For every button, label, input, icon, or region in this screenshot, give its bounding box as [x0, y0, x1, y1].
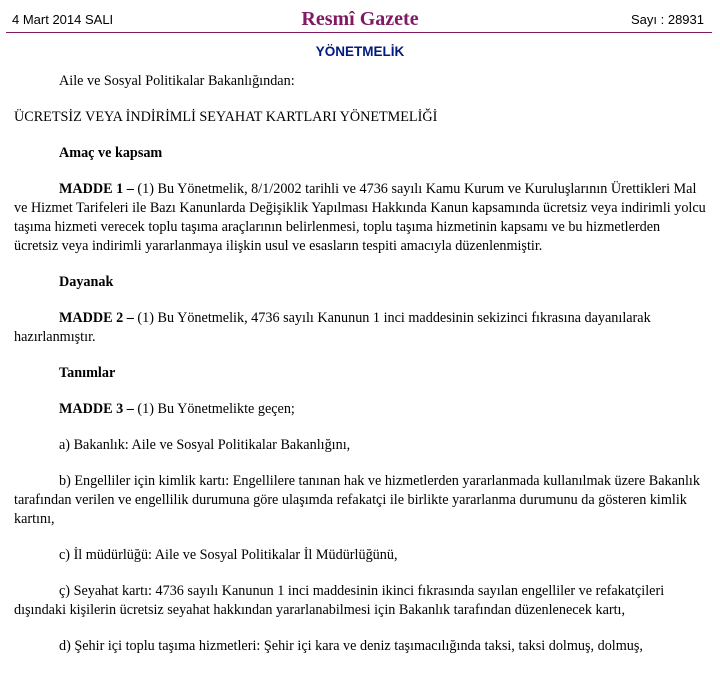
article-2-text: (1) Bu Yönetmelik, 4736 sayılı Kanunun 1 inci maddesinin sekizinci fıkrasına dayanılarak hazırlanmıştır.	[14, 310, 651, 345]
article-1	[14, 180, 706, 256]
article-3	[14, 400, 706, 419]
heading-purpose: Amaç ve kapsam	[59, 145, 163, 161]
article-1-label: MADDE 1 –	[59, 181, 134, 197]
regulation-title: ÜCRETSİZ VEYA İNDİRİMLİ SEYAHAT KARTLARI YÖNETMELİĞİ	[14, 109, 438, 125]
header-divider	[6, 32, 712, 33]
issuer-line: Aile ve Sosyal Politikalar Bakanlığından:	[59, 73, 295, 89]
definition-a: a) Bakanlık: Aile ve Sosyal Politikalar Bakanlığını,	[59, 437, 351, 453]
issue-date: 4 Mart 2014 SALI	[12, 12, 114, 27]
article-1-text: (1) Bu Yönetmelik, 8/1/2002 tarihli ve 4736 sayılı Kamu Kurum ve Kuruluşlarının Ürettikleri Mal ve Hizmet Tarifeleri ile Bazı Kanunlarda Değişiklik Yapılması Hakkında Kanun kapsamında ücretsiz veya indirimli yolcu taşıma hizmeti verecek toplu taşıma araçlarının belirlenmesi, toplu taşıma hizmetinin kapsamı ve bu hizmetlerden ücretsiz veya indirimli yararlanmaya ilişkin usul ve esasların tespiti amacıyla düzenlenmiştir.	[14, 181, 706, 254]
article-3-label: MADDE 3 –	[59, 401, 134, 417]
definition-c: c) İl müdürlüğü: Aile ve Sosyal Politikalar İl Müdürlüğünü,	[59, 547, 398, 563]
definition-cedilla: ç) Seyahat kartı: 4736 sayılı Kanunun 1 inci maddesinin ikinci fıkrasında sayılan engelliler ve refakatçileri dışındaki kişilerin ücretsiz seyahat hakkından yararlanabilmesi için Bakanlık tarafından düzenlenecek kartı,	[14, 583, 665, 618]
issue-number: Sayı : 28931	[631, 12, 704, 27]
heading-basis: Dayanak	[59, 274, 114, 290]
document-body	[14, 72, 706, 673]
definition-d: d) Şehir içi toplu taşıma hizmetleri: Şehir içi kara ve deniz taşımacılığında taksi, taksi dolmuş, dolmuş,	[59, 638, 643, 654]
section-title: YÖNETMELİK	[315, 44, 405, 59]
gazette-title: Resmî Gazete	[301, 8, 419, 30]
definition-b: b) Engelliler için kimlik kartı: Engellilere tanınan hak ve hizmetlerden yararlanmada kullanılmak üzere Bakanlık tarafından verilen ve engellilik durumuna göre ulaşımda refakatçi ile birlikte yararlanma durumunu da gösteren kimlik kartını,	[14, 473, 700, 527]
article-3-text: (1) Bu Yönetmelikte geçen;	[133, 401, 295, 417]
gazette-header	[0, 0, 720, 34]
heading-definitions: Tanımlar	[59, 365, 116, 381]
article-2	[14, 309, 706, 347]
article-2-label: MADDE 2 –	[59, 310, 134, 326]
